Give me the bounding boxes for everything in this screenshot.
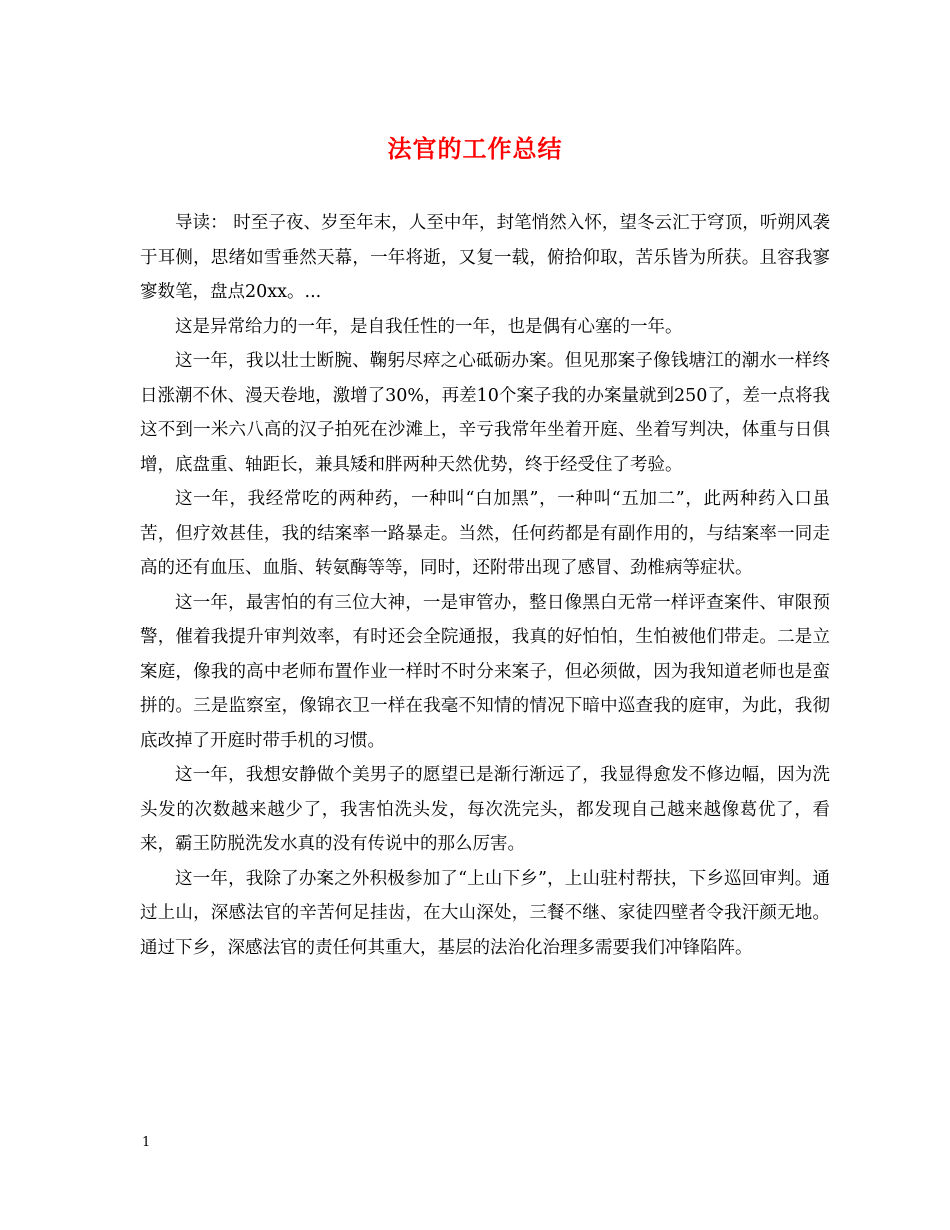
page-number: 1 [142, 1135, 151, 1150]
paragraph: 这一年，我除了办案之外积极参加了“上山下乡”，上山驻村帮扶，下乡巡回审判。通过上山，深感法官的辛苦何足挂齿，在大山深处，三餐不继、家徒四壁者令我汗颜无地。通过下乡，深感法官的责任何其重大，基层的法治化治理多需要我们冲锋陷阵。 [140, 868, 830, 958]
page-title: 法官的工作总结 [387, 135, 563, 163]
paragraph: 这一年，最害怕的有三位大神，一是审管办，整日像黑白无常一样评查案件、审限预警，催着我提升审判效率，有时还会全院通报，我真的好怕怕，生怕被他们带走。二是立案庭，像我的高中老师布置作业一样时不时分来案子，但必须做，因为我知道老师也是蛮拼的。三是监察室，像锦衣卫一样在我毫不知情的情况下暗中巡查我的庭审，为此，我彻底改掉了开庭时带手机的习惯。 [140, 592, 830, 751]
paragraph: 这一年，我以壮士断腕、鞠躬尽瘁之心砥砺办案。但见那案子像钱塘江的潮水一样终日涨潮不休、漫天卷地，激增了30%，再差10个案子我的办案量就到250了，差一点将我这不到一米六八高的汉子拍死在沙滩上，辛亏我常年坐着开庭、坐着写判决，体重与日俱增，底盘重、轴距长，兼具矮和胖两种天然优势，终于经受住了考验。 [140, 351, 830, 475]
paragraph: 这一年，我想安静做个美男子的愿望已是渐行渐远了，我显得愈发不修边幅，因为洗头发的次数越来越少了，我害怕洗头发，每次洗完头，都发现自己越来越像葛优了，看来，霸王防脱洗发水真的没有传说中的那么厉害。 [140, 765, 830, 854]
paragraph-intro: 导读： 时至子夜、岁至年末，人至中年，封笔悄然入怀，望冬云汇于穹顶，听朔风袭于耳侧，思绪如雪垂然天幕，一年将逝，又复一载，俯拾仰取，苦乐皆为所获。且容我寥寥数笔，盘点20xx。... [140, 213, 830, 302]
document-body [140, 206, 830, 965]
paragraph: 这一年，我经常吃的两种药，一种叫“白加黑”，一种叫“五加二”，此两种药入口虽苦，但疗效甚佳，我的结案率一路暴走。当然，任何药都是有副作用的，与结案率一同走高的还有血压、血脂、转氨酶等等，同时，还附带出现了感冒、劲椎病等症状。 [140, 489, 830, 578]
paragraph: 这是异常给力的一年，是自我任性的一年，也是偶有心塞的一年。 [175, 316, 683, 337]
